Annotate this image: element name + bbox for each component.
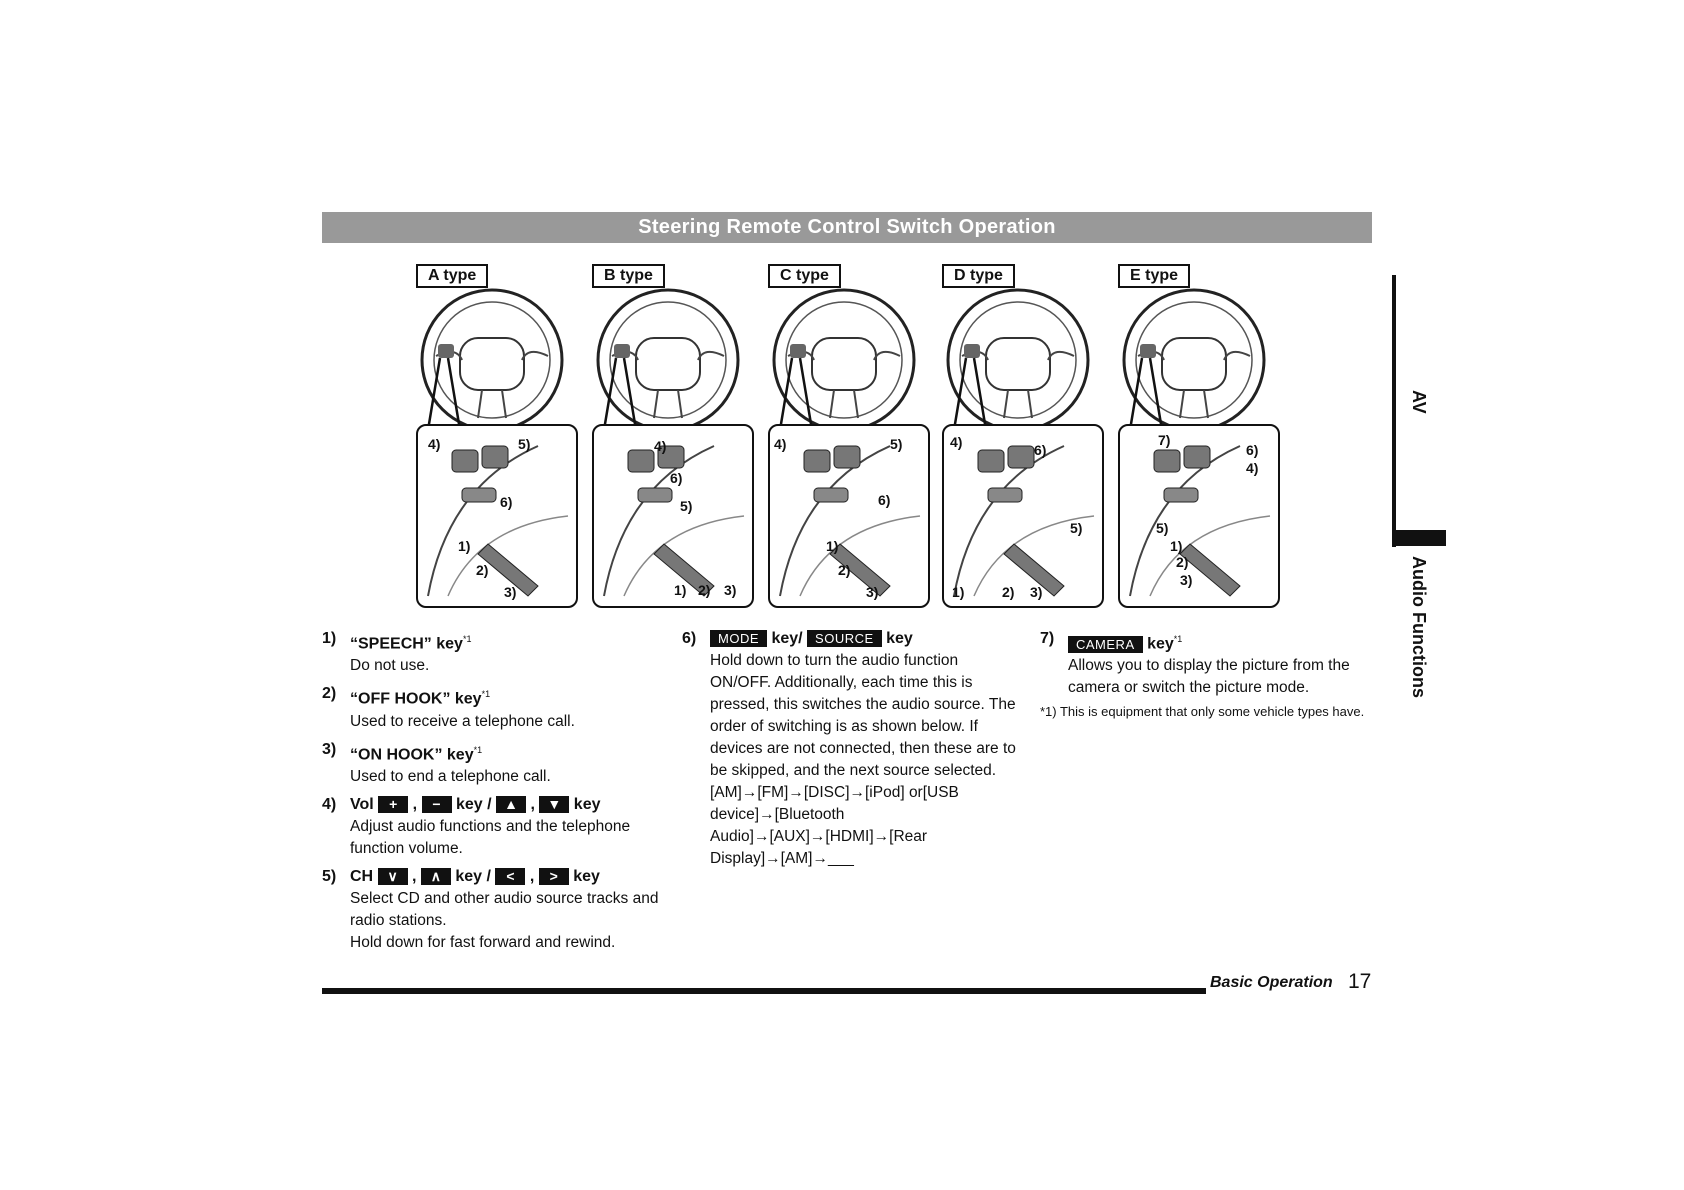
item-prefix: CH bbox=[350, 867, 374, 885]
callout-number: 2) bbox=[698, 582, 711, 598]
item-description: Allows you to display the picture from the camera or switch the picture mode. bbox=[1068, 657, 1350, 697]
item-title: “OFF HOOK” key bbox=[350, 690, 482, 708]
callout-number: 7) bbox=[1158, 432, 1171, 448]
callout-number: 6) bbox=[670, 470, 683, 486]
item-description: Adjust audio functions and the telephone function volume. bbox=[350, 817, 631, 857]
source-order: [AM]→[FM]→[DISC]→[iPod] or[USB device]→[Bluetooth Audio]→[AUX]→[HDMI]→[Rear Display]→[AM]→___ bbox=[710, 784, 959, 867]
footer-label: Basic Operation bbox=[1210, 974, 1333, 991]
callout-number: 1) bbox=[458, 538, 471, 554]
item-prefix: Vol bbox=[350, 795, 374, 813]
sidebar-tab-marker bbox=[1392, 530, 1446, 546]
callout-number: 1) bbox=[674, 582, 687, 598]
item-title: “ON HOOK” key bbox=[350, 745, 474, 763]
footnote: *1) This is equipment that only some vehicle types have. bbox=[1040, 704, 1365, 720]
callout-number: 3) bbox=[1180, 572, 1193, 588]
chevron-down-key-icon: ∨ bbox=[378, 868, 408, 885]
item-suffix: key bbox=[886, 630, 913, 647]
steering-types-figure bbox=[412, 262, 1282, 608]
item-number: 4) bbox=[322, 795, 337, 813]
footnote-ref: *1 bbox=[473, 744, 483, 755]
item-description-extra: Hold down for fast forward and rewind. bbox=[350, 933, 616, 951]
steering-type-d bbox=[938, 262, 1104, 608]
callout-number: 1) bbox=[952, 584, 965, 600]
callout-number: 4) bbox=[774, 436, 787, 452]
callout-number: 6) bbox=[1246, 442, 1259, 458]
item-suffix: key bbox=[573, 795, 601, 813]
callout-number: 2) bbox=[1002, 584, 1015, 600]
item-off-hook bbox=[322, 683, 662, 732]
item-title: “SPEECH” key bbox=[350, 635, 463, 653]
callout-number: 3) bbox=[504, 584, 517, 600]
callout-number: 1) bbox=[1170, 538, 1183, 554]
item-number: 3) bbox=[322, 740, 337, 758]
switch-detail-inset bbox=[1118, 424, 1280, 608]
callout-number: 6) bbox=[500, 494, 513, 510]
item-channel: 5) CH ∨ , ∧ key / < , > key Select CD and other audio source tracks and radio stations. Hold down for fast forward and rewind. bbox=[322, 866, 662, 954]
item-number: 2) bbox=[322, 685, 337, 703]
item-number: 5) bbox=[322, 867, 337, 885]
steering-type-b bbox=[588, 262, 754, 608]
item-volume: 4) Vol + , − key / ▲ , ▼ key Adjust audio functions and the telephone function volume. bbox=[322, 794, 662, 860]
callout-number: 2) bbox=[838, 562, 851, 578]
item-camera bbox=[1040, 628, 1370, 699]
page-number: 17 bbox=[1348, 970, 1372, 993]
section-label: AV bbox=[1409, 390, 1429, 414]
footnote-ref: *1 bbox=[1173, 634, 1183, 644]
item-number: 1) bbox=[322, 630, 337, 647]
item-description: Used to receive a telephone call. bbox=[350, 712, 575, 730]
item-mid: key/ bbox=[771, 630, 803, 647]
callout-number: 4) bbox=[428, 436, 441, 452]
type-label: B type bbox=[592, 264, 665, 288]
steering-type-e bbox=[1114, 262, 1280, 608]
key-list-left bbox=[322, 628, 662, 960]
callout-number: 5) bbox=[890, 436, 903, 452]
item-description: Do not use. bbox=[350, 657, 430, 675]
vol-minus-key-icon: − bbox=[422, 796, 452, 813]
callout-number: 5) bbox=[680, 498, 693, 514]
type-label: A type bbox=[416, 264, 488, 288]
callout-number: 6) bbox=[878, 492, 891, 508]
steering-type-a bbox=[412, 262, 578, 608]
sidebar-rule bbox=[1392, 275, 1396, 547]
callout-number: 3) bbox=[1030, 584, 1043, 600]
callout-number: 1) bbox=[826, 538, 839, 554]
switch-detail-inset bbox=[416, 424, 578, 608]
type-label: C type bbox=[768, 264, 841, 288]
section-title-banner: Steering Remote Control Switch Operation bbox=[322, 212, 1372, 243]
item-number: 7) bbox=[1040, 630, 1055, 647]
footnote-ref: *1 bbox=[481, 689, 491, 700]
mode-key-icon: MODE bbox=[710, 630, 767, 647]
up-triangle-key-icon: ▲ bbox=[496, 796, 526, 813]
item-number: 6) bbox=[682, 630, 697, 647]
item-on-hook bbox=[322, 739, 662, 788]
callout-number: 2) bbox=[476, 562, 489, 578]
type-label: D type bbox=[942, 264, 1015, 288]
item-description: Used to end a telephone call. bbox=[350, 767, 551, 785]
source-key-icon: SOURCE bbox=[807, 630, 882, 647]
vol-plus-key-icon: + bbox=[378, 796, 408, 813]
callout-number: 4) bbox=[1246, 460, 1259, 476]
key-list-middle bbox=[682, 628, 1022, 876]
item-speech bbox=[322, 628, 662, 677]
callout-number: 4) bbox=[950, 434, 963, 450]
chevron-left-key-icon: < bbox=[495, 868, 525, 885]
type-label: E type bbox=[1118, 264, 1190, 288]
footer-rule bbox=[322, 988, 1206, 994]
switch-detail-inset bbox=[942, 424, 1104, 608]
chevron-right-key-icon: > bbox=[539, 868, 569, 885]
item-description: Select CD and other audio source tracks and radio stations. bbox=[350, 889, 659, 929]
chevron-up-key-icon: ∧ bbox=[421, 868, 451, 885]
steering-type-c bbox=[764, 262, 930, 608]
callout-number: 5) bbox=[1070, 520, 1083, 536]
key-list-right bbox=[1040, 628, 1370, 719]
callout-number: 5) bbox=[518, 436, 531, 452]
callout-number: 6) bbox=[1034, 442, 1047, 458]
item-suffix: key bbox=[573, 867, 600, 885]
switch-detail-inset bbox=[592, 424, 754, 608]
item-description: Hold down to turn the audio function ON/OFF. Additionally, each time this is pressed, this switches the audio source. The order of switching is as shown below. If devices are not connected, then these are to be skipped, and the next source selected. bbox=[710, 652, 1016, 779]
footnote-ref: *1 bbox=[462, 634, 472, 644]
item-mid: key / bbox=[455, 795, 492, 813]
callout-number: 3) bbox=[724, 582, 737, 598]
callout-number: 2) bbox=[1176, 554, 1189, 570]
item-mode-source bbox=[682, 628, 1022, 870]
switch-detail-inset bbox=[768, 424, 930, 608]
item-mid: key / bbox=[455, 867, 491, 885]
callout-number: 5) bbox=[1156, 520, 1169, 536]
callout-number: 4) bbox=[654, 438, 667, 454]
callout-number: 3) bbox=[866, 584, 879, 600]
down-triangle-key-icon: ▼ bbox=[539, 796, 569, 813]
item-suffix: key bbox=[1147, 635, 1174, 653]
chapter-label: Audio Functions bbox=[1409, 556, 1429, 698]
camera-key-icon: CAMERA bbox=[1068, 636, 1143, 653]
